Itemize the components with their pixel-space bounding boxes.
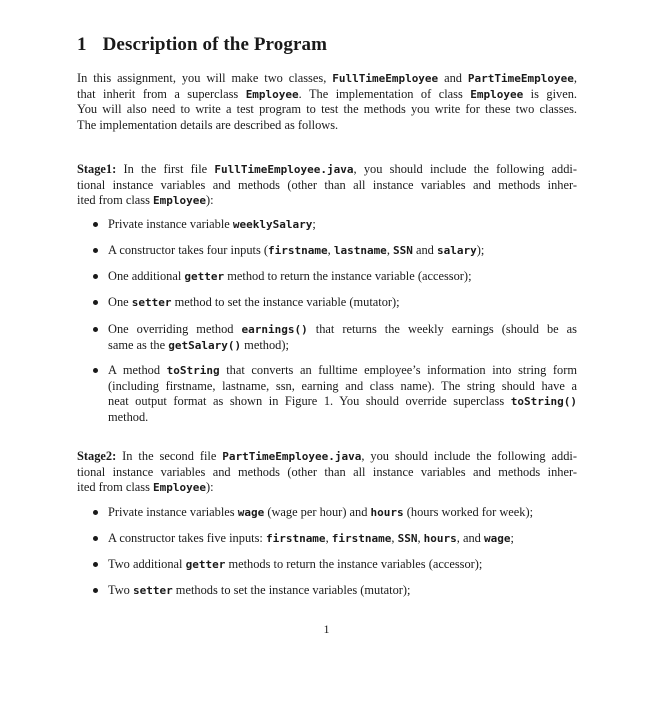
section-heading: [77, 34, 327, 56]
stage2-line-1: Stage2: In the second file PartTimeEmployee.java, you should include the following addi-: [77, 449, 577, 463]
section-number: 1: [77, 34, 87, 55]
code-employee: Employee: [245, 87, 299, 101]
stage2-line-3: ited from class Employee):: [77, 480, 214, 495]
stage1-paragraph: [77, 162, 577, 209]
document-page: 1 Description of the Program In this assignment, you will make two classes, FullTimeEmployee and PartTimeEmployee, that inherit from a superclass Employee. The implementation of class Employee is given. You will also need to write a test program to test the methods you write for these two classes. The implementation details are described as follows. Stage1: In the first file FullTimeEmployee.java, you should include the following addi- tional instance variables and methods (other than all instance variables and methods inher- ited from class Employee): Private instance variable weeklySalary; A constructor takes four inputs (firstname, lastname, SSN and salary); One additional getter method to return the instance variable (accessor); One setter method to set the instance variable (mutator); One overriding method earnings() that returns the weekly earnings (should be as same as the getSalary() method); A method toString that converts an fulltime employee’s information into string form (including firstname, lastname, ssn, earning and class name). The string should have a neat output format as shown in Figure 1. You should override superclass toString() method. Stage2: In the second file PartTimeEmployee.java, you should include the following addi- tional instance variables and methods (other than all instance variables and methods inher- ited from class Employee): Private instance variables wage (wage per hour) and hours (hours worked for week); A constructor takes five inputs: firstname, firstname, SSN, hours, and wage; Two additional getter methods to return the instance variables (accessor); Two setter methods to set the instance variables (mutator); 1: [0, 0, 653, 708]
bullet-icon: [93, 562, 98, 567]
code-fulltimeemployee: FullTimeEmployee: [332, 72, 439, 85]
bullet-icon: [93, 536, 98, 541]
bullet-icon: [93, 368, 98, 373]
intro-line-3: You will also need to write a test program to test the methods you write for these two classes.: [77, 102, 577, 117]
bullet-icon: [93, 248, 98, 253]
code-parttime-file: PartTimeEmployee.java: [222, 450, 362, 463]
stage2-line-2: tional instance variables and methods (other than all instance variables and methods inher-: [77, 464, 577, 479]
stage1-line-2: tional instance variables and methods (other than all instance variables and methods inher-: [77, 177, 577, 192]
intro-line-4: The implementation details are described as follows.: [77, 117, 339, 132]
code-employee: Employee: [153, 194, 207, 208]
bullet-icon: [93, 588, 98, 593]
intro-paragraph: [77, 71, 577, 133]
intro-line-1: In this assignment, you will make two classes, FullTimeEmployee and PartTimeEmployee,: [77, 71, 577, 85]
code-parttimeemployee: PartTimeEmployee: [467, 72, 574, 85]
stage1-line-3: ited from class Employee):: [77, 193, 214, 208]
stage1-label: Stage1:: [77, 162, 117, 176]
code-employee: Employee: [470, 87, 524, 101]
section-title: Description of the Program: [102, 34, 328, 55]
bullet-icon: [93, 510, 98, 515]
stage1-line-1: Stage1: In the first file FullTimeEmployee.java, you should include the following addi-: [77, 162, 577, 176]
bullet-icon: [93, 274, 98, 279]
intro-line-2: that inherit from a superclass Employee. The implementation of class Employee is given.: [77, 86, 578, 101]
stage2-label: Stage2:: [77, 449, 117, 463]
bullet-icon: [93, 222, 98, 227]
bullet-icon: [93, 327, 98, 332]
code-fulltime-file: FullTimeEmployee.java: [214, 163, 354, 176]
bullet-icon: [93, 300, 98, 305]
page-number: 1: [323, 622, 330, 636]
code-employee: Employee: [153, 481, 207, 495]
stage2-paragraph: [77, 449, 577, 496]
